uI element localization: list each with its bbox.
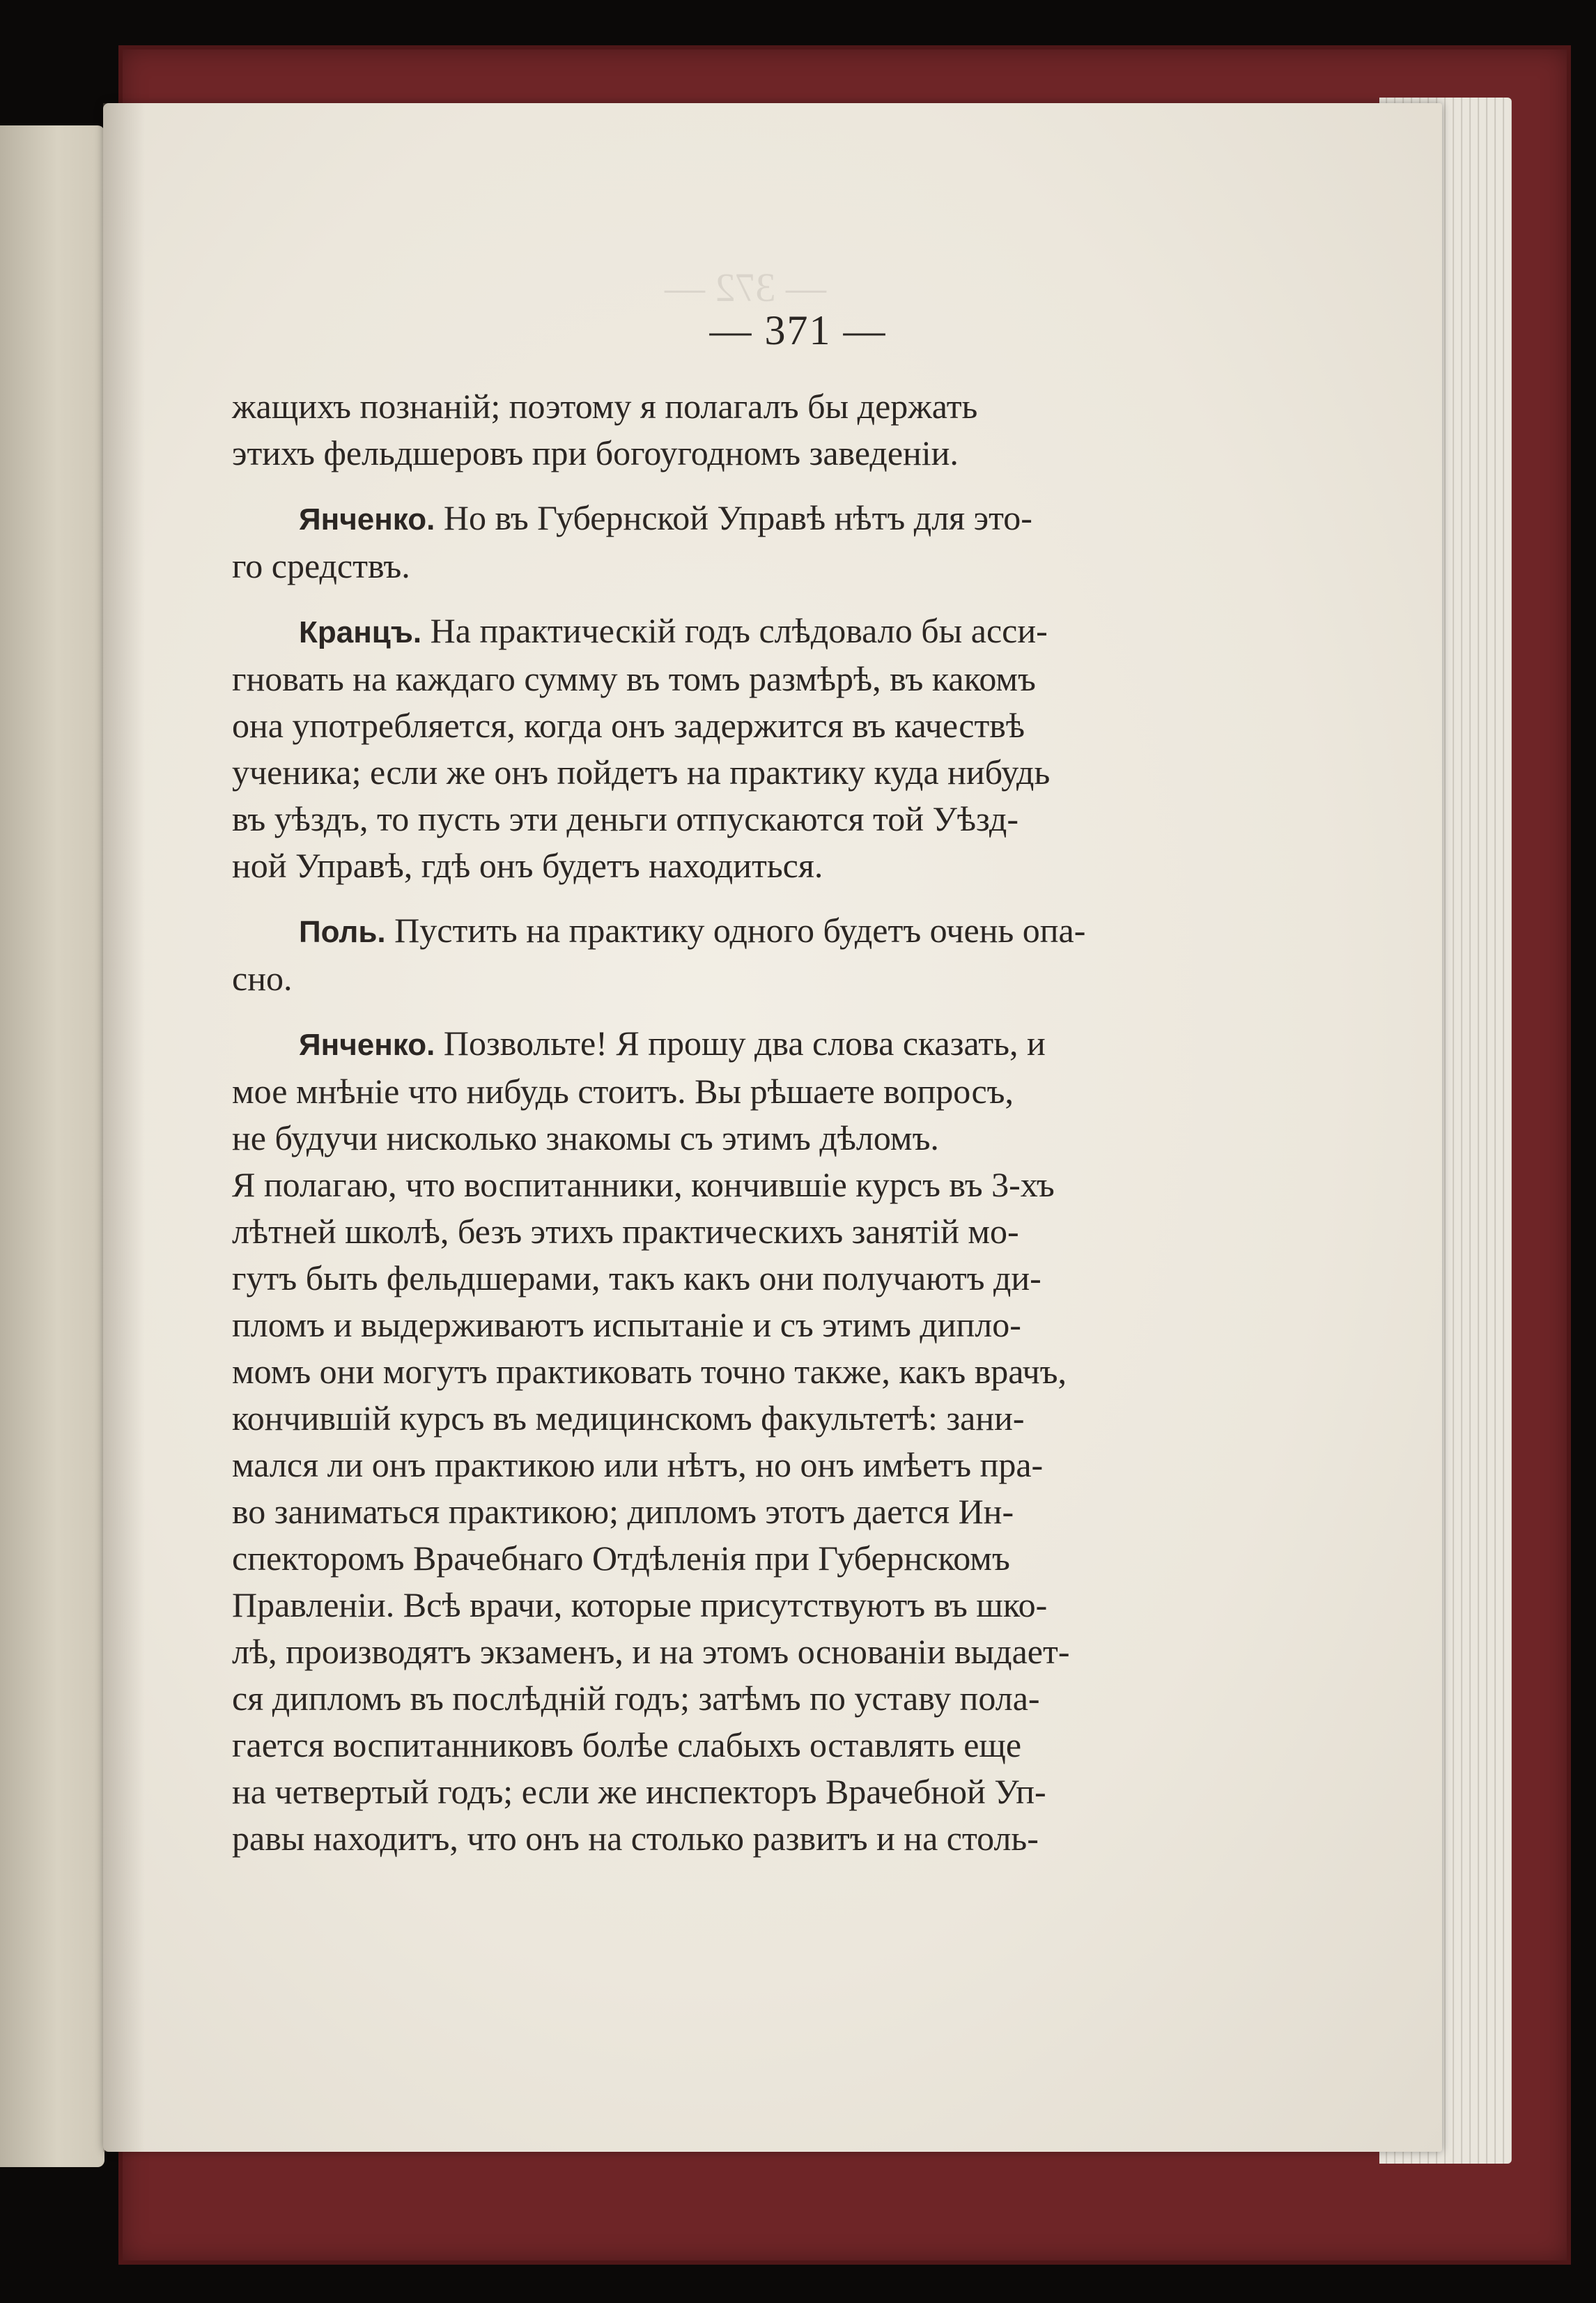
page-gutter-shadow	[103, 103, 145, 2152]
paragraph-cont	[232, 656, 1246, 889]
text-line: ся дипломъ въ послѣдній годъ; затѣмъ по уставу пола-	[232, 1679, 1040, 1718]
text-line: Правленіи. Всѣ врачи, которые присутствуютъ въ шко-	[232, 1585, 1048, 1624]
text-line: она употребляется, когда онъ задержится въ качествѣ	[232, 706, 1025, 745]
paragraph	[232, 608, 1246, 656]
speaker-name: Кранцъ.	[299, 615, 422, 649]
text-line: мался ли онъ практикою или нѣтъ, но онъ имѣетъ пра-	[232, 1445, 1044, 1484]
text-line: равы находитъ, что онъ на столько развитъ и на столь-	[232, 1819, 1039, 1858]
page-number: — 371 —	[709, 307, 887, 353]
text-line: Но въ Губернской Управѣ нѣтъ для это-	[443, 498, 1032, 537]
page-text	[232, 383, 1246, 1862]
text-line: Я полагаю, что воспитанники, кончившіе курсъ въ 3-хъ	[232, 1165, 1055, 1204]
speaker-name: Янченко.	[299, 502, 435, 537]
text-line: момъ они могутъ практиковать точно также, какъ врачъ,	[232, 1352, 1067, 1391]
text-line: на четвертый годъ; если же инспекторъ Врачебной Уп-	[232, 1772, 1046, 1811]
text-line: ученика; если же онъ пойдетъ на практику куда нибудь	[232, 753, 1051, 792]
text-line: На практическій годъ слѣдовало бы асси-	[430, 611, 1048, 650]
speaker-name: Поль.	[299, 915, 386, 949]
text-line: гутъ быть фельдшерами, такъ какъ они получаютъ ди-	[232, 1258, 1041, 1297]
paragraph	[232, 383, 1246, 477]
paragraph-cont	[232, 1068, 1246, 1862]
text-line: гновать на каждаго сумму въ томъ размѣрѣ, въ какомъ	[232, 659, 1036, 698]
paragraph	[232, 1020, 1246, 1068]
text-line: кончившій курсъ въ медицинскомъ факультетѣ: зани-	[232, 1399, 1025, 1438]
text-line: пломъ и выдерживаютъ испытаніе и съ этимъ дипло-	[232, 1305, 1021, 1344]
text-line: ной Управѣ, гдѣ онъ будетъ находиться.	[232, 846, 823, 885]
text-line: го средствъ.	[232, 546, 410, 585]
text-line: мое мнѣніе что нибудь стоитъ. Вы рѣшаете вопросъ,	[232, 1072, 1014, 1111]
text-line: этихъ фельдшеровъ при богоугодномъ заведеніи.	[232, 433, 959, 472]
paragraph	[232, 495, 1246, 543]
text-line: спекторомъ Врачебнаго Отдѣленія при Губернскомъ	[232, 1539, 1010, 1578]
text-line: въ уѣздъ, то пусть эти деньги отпускаются той Уѣзд-	[232, 799, 1018, 838]
paragraph-cont	[232, 543, 1246, 590]
paragraph	[232, 907, 1246, 955]
paragraph-cont	[232, 955, 1246, 1002]
text-line: Позвольте! Я прошу два слова сказать, и	[443, 1024, 1046, 1063]
text-line: не будучи нисколько знакомы съ этимъ дѣломъ.	[232, 1118, 939, 1157]
facing-page-edge	[0, 125, 104, 2167]
text-line: жащихъ познаній; поэтому я полагалъ бы держать	[232, 387, 978, 426]
text-line: Пустить на практику одного будетъ очень опа-	[394, 911, 1086, 950]
text-line: лѣ, производятъ экзаменъ, и на этомъ основаніи выдает-	[232, 1632, 1070, 1671]
text-line: гается воспитанниковъ болѣе слабыхъ оставлять еще	[232, 1725, 1022, 1764]
speaker-name: Янченко.	[299, 1028, 435, 1062]
text-line: лѣтней школѣ, безъ этихъ практическихъ занятій мо-	[232, 1212, 1019, 1251]
text-line: во заниматься практикою; дипломъ этотъ дается Ин-	[232, 1492, 1014, 1531]
text-line: сно.	[232, 959, 293, 998]
